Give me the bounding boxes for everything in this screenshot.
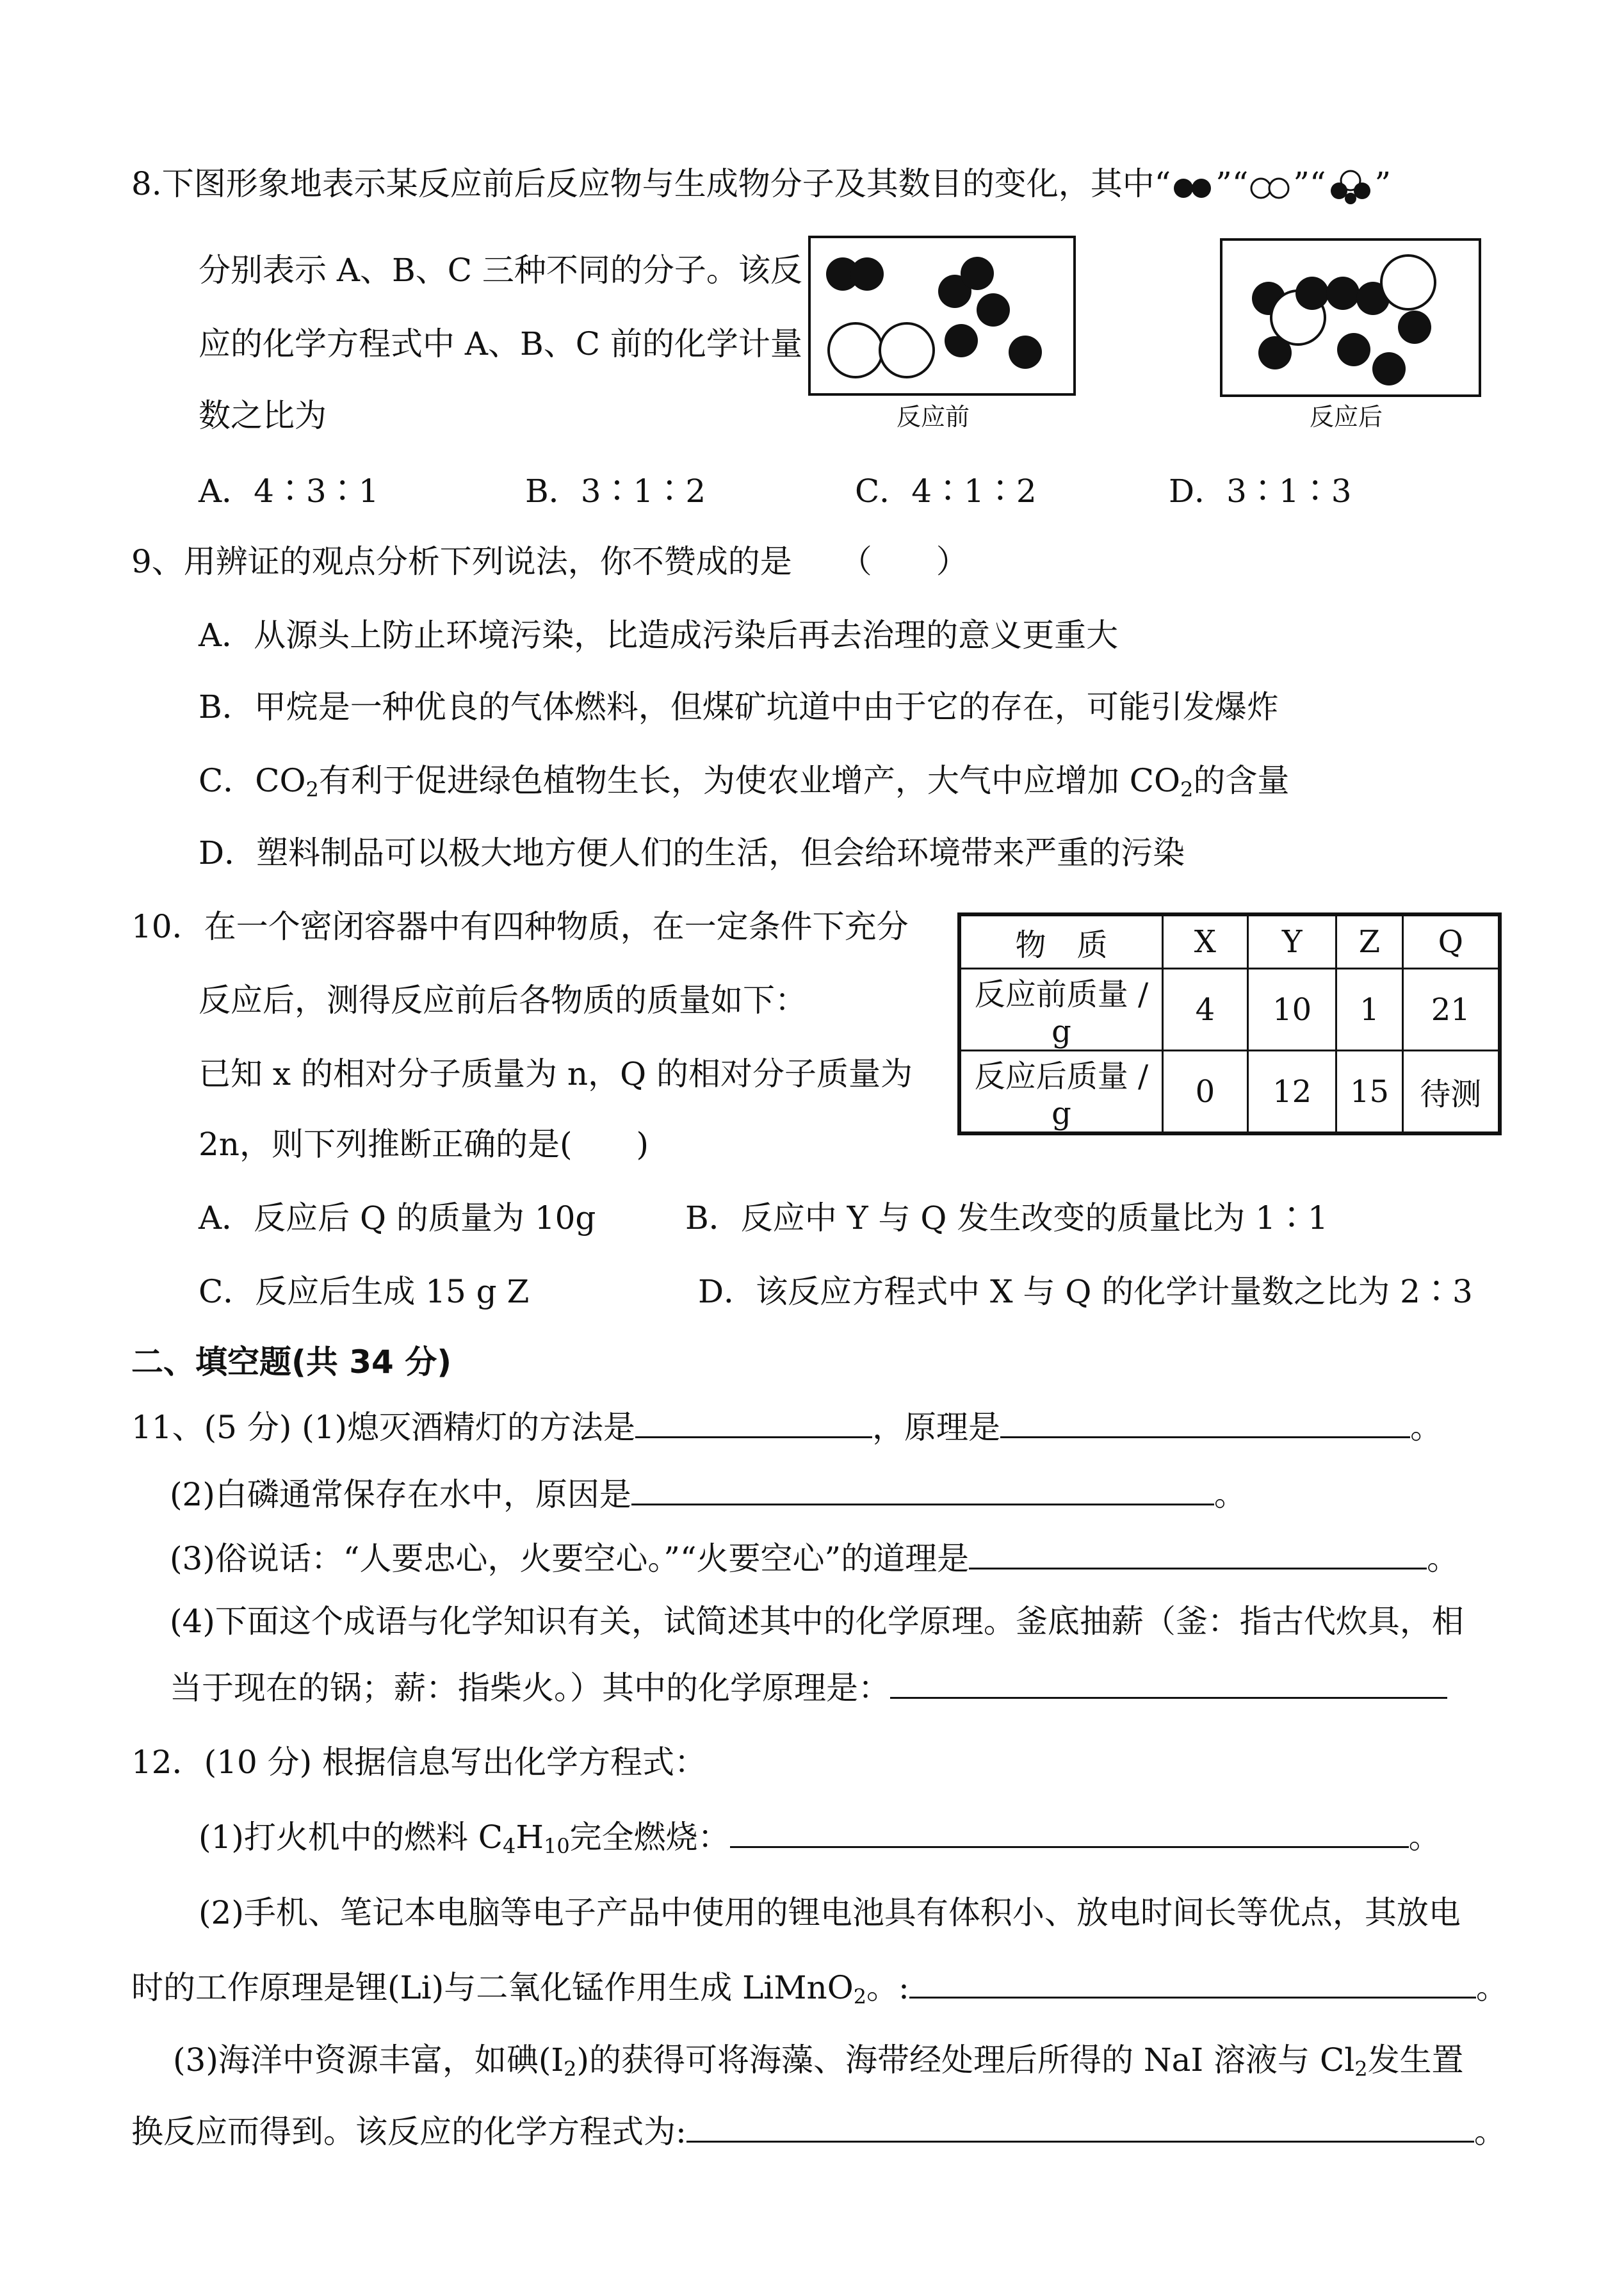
molecule-c-icon (1326, 166, 1375, 205)
mass-table (957, 912, 1502, 1135)
q11-part4-line1: (4)下面这个成语与化学知识有关，试简述其中的化学原理。釜底抽薪（釜：指古代炊具，相 (170, 1603, 1464, 1640)
answer-blank[interactable] (1000, 1406, 1410, 1438)
table-row (959, 969, 1500, 1051)
section-title: 二、填空题(共 34 分) (131, 1343, 452, 1381)
molecule-b-icon (1248, 173, 1293, 201)
q10-line2: 反应后，测得反应前后各物质的质量如下： (199, 982, 807, 1019)
table-row (959, 1051, 1500, 1134)
q8-option-a: A．4∶3∶1 (199, 473, 379, 510)
table-cell: 0 (1162, 1051, 1247, 1134)
q11-part1: 11、(5 分) (1)熄灭酒精灯的方法是 ，原理是 。 (131, 1406, 1442, 1448)
q8-line2: 分别表示 A、B、C 三种不同的分子。该反 (199, 252, 802, 289)
q10-option-b: B．反应中 Y 与 Q 发生改变的质量比为 1∶1 (685, 1199, 1328, 1237)
reaction-before-box (808, 236, 1076, 396)
answer-blank[interactable] (890, 1666, 1447, 1699)
q12-part2-line1: (2)手机、笔记本电脑等电子产品中使用的锂电池具有体积小、放电时间长等优点，其放电 (199, 1894, 1461, 1931)
caption-after: 反应后 (1310, 403, 1383, 431)
molecule-a-icon (1171, 173, 1215, 201)
molecules-before-diagram (811, 238, 1073, 393)
q9-option-b: B．甲烷是一种优良的气体燃料，但煤矿坑道中由于它的存在，可能引发爆炸 (199, 688, 1279, 726)
q12-part3-line2: 换反应而得到。该反应的化学方程式为: 。 (131, 2110, 1506, 2152)
table-cell: 反应后质量 / g (959, 1051, 1162, 1134)
answer-blank[interactable] (730, 1815, 1409, 1848)
q8-option-c: C．4∶1∶2 (855, 473, 1037, 510)
quote-mark: ”“ (1215, 165, 1249, 202)
table-cell: 10 (1247, 969, 1336, 1051)
reaction-after-box (1220, 238, 1481, 397)
quote-mark: ”“ (1293, 165, 1326, 202)
q9-stem: 9、用辨证的观点分析下列说法，你不赞成的是 （ ） (131, 543, 968, 580)
quote-mark: ” (1374, 165, 1392, 202)
table-cell: 待测 (1402, 1051, 1500, 1134)
q12-part2-line2: 时的工作原理是锂(Li)与二氧化锰作用生成 LiMnO$_2$。: 。 (131, 1966, 1508, 2008)
q12-part1: (1)打火机中的燃料 $C_4H_{10}$完全燃烧： 。 (199, 1815, 1441, 1858)
q11-part3: (3)俗说话：“人要忠心，火要空心。”“火要空心”的道理是 。 (170, 1537, 1459, 1579)
q8-line3: 应的化学方程式中 A、B、C 前的化学计量 (199, 325, 802, 362)
caption-before: 反应前 (897, 403, 970, 431)
table-header-cell: Z (1336, 914, 1402, 969)
molecules-after-diagram (1222, 241, 1479, 394)
table-header-cell: X (1162, 914, 1247, 969)
q9-option-d: D．塑料制品可以极大地方便人们的生活，但会给环境带来严重的污染 (199, 834, 1185, 872)
q8-option-d: D．3∶1∶3 (1169, 473, 1352, 510)
table-cell: 1 (1336, 969, 1402, 1051)
q10-line4: 2n，则下列推断正确的是( ) (199, 1126, 649, 1163)
q10-option-c: C．反应后生成 15 g Z (199, 1273, 530, 1310)
table-cell: 21 (1402, 969, 1500, 1051)
q11-part4-line2: 当于现在的锅；薪：指柴火。）其中的化学原理是： (170, 1666, 1447, 1708)
table-header-cell: Y (1247, 914, 1336, 969)
q8-option-b: B．3∶1∶2 (525, 473, 706, 510)
answer-blank[interactable] (909, 1966, 1476, 1999)
q10-option-d: D．该反应方程式中 X 与 Q 的化学计量数之比为 2∶3 (698, 1273, 1473, 1310)
q10-option-a: A．反应后 Q 的质量为 10g (199, 1199, 596, 1237)
table-header-cell: Q (1402, 914, 1500, 969)
q12-stem: 12．(10 分) 根据信息写出化学方程式： (131, 1744, 707, 1781)
table-cell: 4 (1162, 969, 1247, 1051)
answer-blank[interactable] (686, 2110, 1474, 2143)
q10-line1: 10．在一个密闭容器中有四种物质，在一定条件下充分 (131, 908, 909, 945)
answer-blank[interactable] (635, 1406, 872, 1438)
answer-blank[interactable] (969, 1537, 1427, 1569)
q8-stem-line (131, 163, 1391, 205)
q9-option-c: C．$CO_2$有利于促进绿色植物生长，为使农业增产，大气中应增加 $CO_2$的含量 (199, 762, 1290, 802)
answer-blank[interactable] (631, 1473, 1214, 1505)
q8-stem: 8.下图形象地表示某反应前后反应物与生成物分子及其数目的变化，其中“ (131, 165, 1171, 202)
table-header-row (959, 914, 1500, 969)
q11-part2: (2)白磷通常保存在水中，原因是 。 (170, 1473, 1246, 1515)
table-header-cell: 物 质 (959, 914, 1162, 969)
table-cell: 15 (1336, 1051, 1402, 1134)
q9-option-a: A．从源头上防止环境污染，比造成污染后再去治理的意义更重大 (199, 617, 1119, 654)
table-cell: 12 (1247, 1051, 1336, 1134)
q12-part3-line1: (3)海洋中资源丰富，如碘$(I_2)$的获得可将海藻、海带经处理后所得的 NaI 溶液与 $Cl_2$发生置 (173, 2041, 1464, 2081)
table-cell: 反应前质量 / g (959, 969, 1162, 1051)
q8-line4: 数之比为 (199, 397, 327, 434)
q10-line3: 已知 x 的相对分子质量为 n，Q 的相对分子质量为 (199, 1055, 913, 1092)
